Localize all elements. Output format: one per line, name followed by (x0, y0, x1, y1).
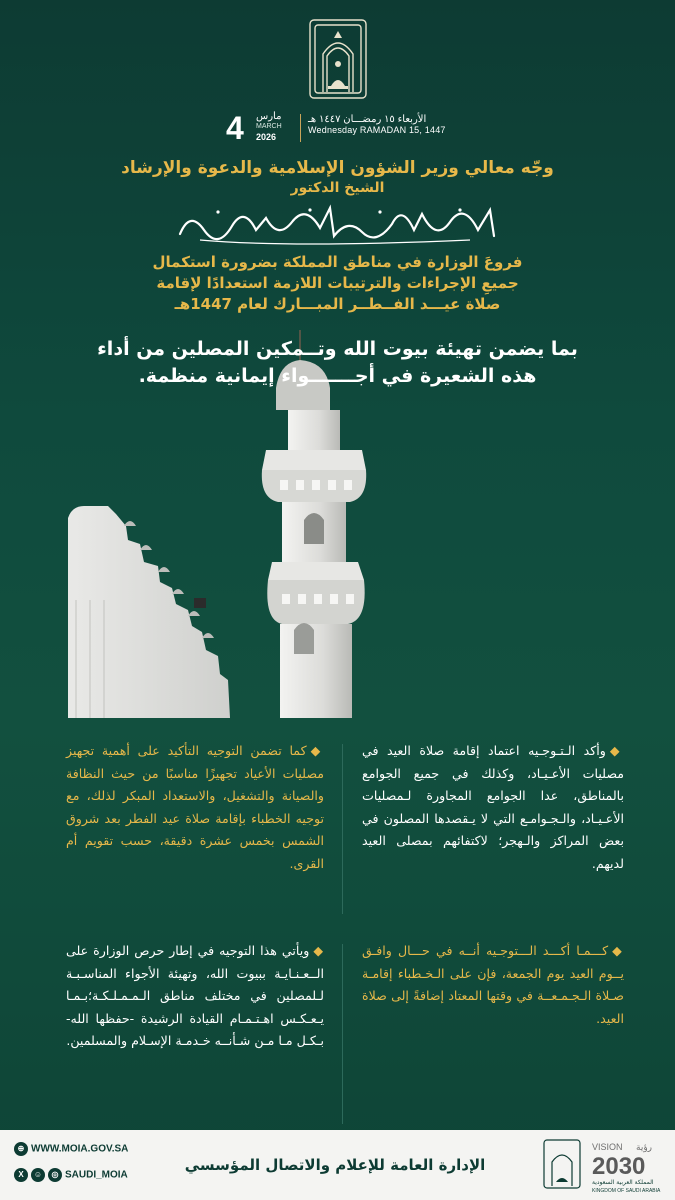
headline-line2: الشيخ الدكتور (290, 180, 385, 196)
headline-line7: هذه الشعيرة في أجـــــــواء إيمانية منظمة. (138, 365, 537, 387)
headline-line4: جميعِ الإجراءات والترتيبات اللازمة استعدادًا لإقامة (156, 274, 519, 292)
headline-line6: بما يضمن تهيئة بيوت الله وتــمكين المصلين من أداء (97, 338, 578, 360)
date-month (256, 112, 282, 142)
date-row (0, 108, 675, 144)
headline-emphasis (0, 336, 675, 390)
headline-directive (0, 252, 675, 315)
ministry-emblem-icon (290, 14, 386, 106)
hijri-ar: الأربعاء ١٥ رمضـــان ١٤٤٧ هـ (308, 114, 427, 125)
instagram-icon: ◎ (48, 1168, 62, 1182)
hijri-date (308, 114, 446, 136)
diamond-bullet-icon: ◆ (609, 743, 624, 758)
vision-sub-en: KINGDOM OF SAUDI ARABIA (592, 1188, 661, 1194)
month-ar: مارس (256, 111, 282, 122)
diamond-bullet-icon: ◆ (313, 943, 324, 958)
column-divider (342, 944, 343, 1124)
signature-icon (170, 200, 505, 250)
date-day: 4 (226, 110, 244, 146)
vision-year: 2030 (592, 1153, 646, 1180)
headline-line3: فروعَ الوزارة في مناطق المملكة بضرورة استكمال (152, 253, 523, 271)
website-link[interactable] (14, 1142, 128, 1156)
ministry-logo-icon (538, 1138, 586, 1190)
diamond-bullet-icon: ◆ (612, 943, 624, 958)
year: 2026 (256, 132, 277, 142)
paragraph-text: وأكد الـتـوجـيه اعتماد إقامة صلاة العيد في مصليات الأعـيـاد، وكذلك في جميع الجوامع بالمناطق، عدا الجوامع المجاورة لـمصليات الأعـيـاد، والـجـوامـع التي لا يـقصدها المصلون في بعض المراكز والـهجر؛ لاكتفائهم بمصلى العيد لديهم. (362, 743, 624, 871)
vision-label: VISION (592, 1142, 623, 1152)
hijri-en: Wednesday RAMADAN 15, 1447 (308, 125, 446, 135)
paragraph-left-bottom (66, 940, 324, 1053)
headline-line5: صلاة عيـــد الفــطــر المبـــارك لعام 1447هـ (174, 295, 501, 313)
snapchat-icon: ☺ (31, 1168, 45, 1182)
department-name: الإدارة العامة للإعلام والاتصال المؤسسي (184, 1156, 486, 1174)
social-text: SAUDI_MOIA (65, 1169, 128, 1181)
globe-icon: ⊕ (14, 1142, 28, 1156)
headline-line1: وجّه معالي وزير الشؤون الإسلامية والدعوة والإرشاد (121, 158, 554, 178)
x-icon: X (14, 1168, 28, 1182)
month-en: MARCH (256, 123, 282, 130)
vision-ar: رؤية (636, 1143, 653, 1153)
vision-2030-logo (590, 1138, 668, 1194)
paragraph-right-top (362, 740, 624, 875)
vision-sub: المملكة العربية السعودية (592, 1179, 654, 1186)
diamond-bullet-icon: ◆ (310, 743, 324, 758)
signature-calligraphy (170, 200, 505, 250)
website-text: WWW.MOIA.GOV.SA (31, 1143, 129, 1155)
paragraph-right-bottom (362, 940, 624, 1030)
paragraph-left-top (66, 740, 324, 875)
social-handle[interactable] (14, 1168, 128, 1182)
column-divider (342, 744, 343, 914)
footer (0, 1130, 675, 1200)
paragraph-text: كـــمـا أكـــد الـــتوجـيه أنــه في حـــال وافـق يــوم العيد يوم الجمعة، فإن على الـخـطباء إقامـة صـلاة الـجـمـعــة في وقتها المعتاد إضافةً إلى صلاة العيد. (362, 943, 624, 1026)
paragraph-text: كما تضمن التوجيه التأكيد على أهمية تجهيز مصليات الأعياد تجهيزًا مناسبًا من حيث النظافة والصيانة والتشغيل، والاستعداد المبكر لذلك، مع توجيه الخطباء بإقامة صلاة عيد الفطر بعد شروق الشمس بخمس عشرة دقيقة، حسب تقويم أم القرى. (66, 743, 324, 871)
date-divider (300, 114, 301, 142)
paragraph-text: ويأتي هذا التوجيه في إطار حرص الوزارة على الــعـنـايـة ببيوت الله، وتهيئة الأجواء المناسـبـة لـلمصلين في مختلف مناطق الـمـمـلـكـة؛بـمـا يـعـكـس اهـتـمـام القيادة الرشيدة -حفظها الله- بـكـل مـا مـن شـأنــه خـدمـة الإسـلام والمسلمين. (66, 943, 324, 1048)
